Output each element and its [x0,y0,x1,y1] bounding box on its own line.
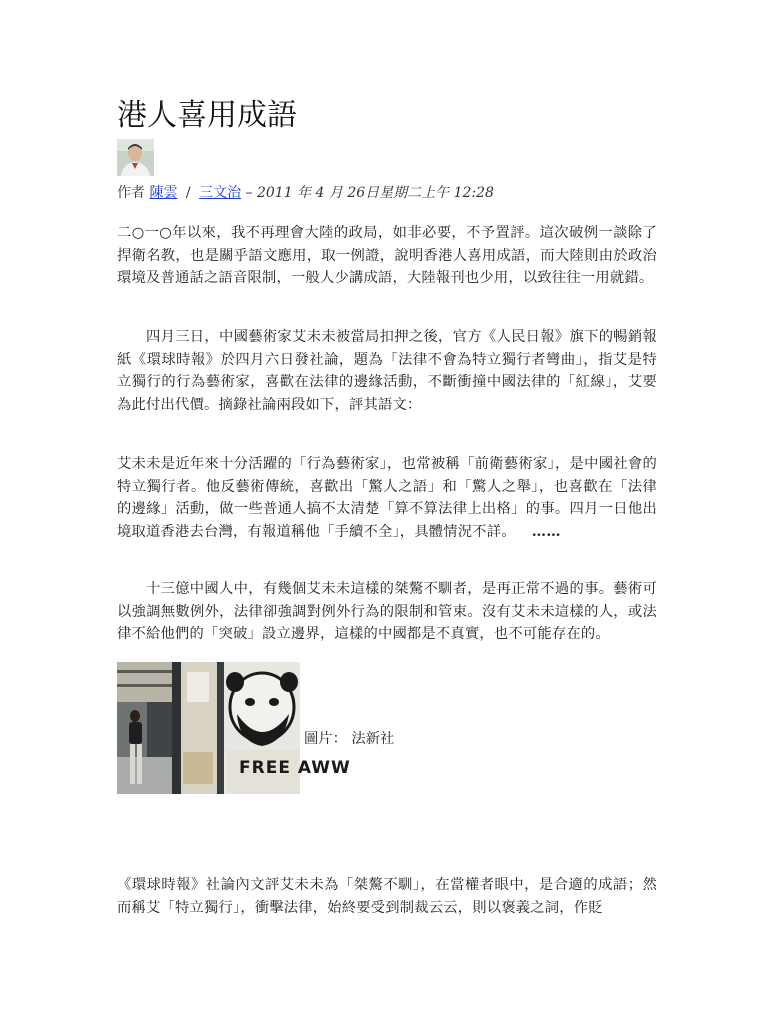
paragraph-background: 四月三日，中國藝術家艾未未被當局扣押之後，官方《人民日報》旗下的暢銷報紙《環球時報》於四月六日發社論，題為「法律不會為特立獨行者彎曲」，指艾是特立獨行的行為藝術家，喜歡在法律的邊緣活動，不斷衝撞中國法律的「紅線」，艾要為此付出代價。摘錄社論兩段如下，評其語文： [117,329,657,413]
paragraph-analysis: 《環球時報》社論內文評艾未未為「桀驁不馴」，在當權者眼中，是合適的成語；然而稱艾「特立獨行」，衝擊法律，始終要受到制裁云云，則以褒義之詞，作貶 [117,877,657,916]
graffiti-text: FREE AWW [239,758,351,778]
author-prefix: 作者 [117,185,145,201]
quote-ellipsis: …… [531,523,561,540]
article-title: 港人喜用成語 [117,98,297,133]
category-link[interactable]: 三文治 [199,185,242,201]
quoted-editorial-2: 十三億中國人中，有幾個艾未未這樣的桀驁不馴者，是再正常不過的事。藝術可以強調無數例外，法律卻強調對例外行為的限制和管束。沒有艾未未這樣的人，或法律不給他們的「突破」設立邊界，這樣的中國都是不真實，也不可能存在的。 [117,581,657,642]
publish-date: 2011 年 4 月 26日星期二上午 12:28 [256,185,494,201]
quoted-editorial-1-text: 艾未未是近年來十分活躍的「行為藝術家」，也常被稱「前衛藝術家」，是中國社會的特立獨行者。他反藝術傳統，喜歡出「驚人之語」和「驚人之舉」，也喜歡在「法律的邊緣」活動，做一些普通人搞不太清楚「算不算法律上出格」的事。四月一日他出境取道香港去台灣，有報道稱他「手續不全」，具體情況不詳。 [117,456,657,540]
meta-dash: – [245,185,253,201]
author-link[interactable]: 陳雲 [149,185,178,201]
author-avatar[interactable] [117,139,154,176]
photo-caption: 圖片： 法新社 [304,731,395,747]
quoted-editorial-1 [117,453,657,543]
meta-separator: / [185,185,191,201]
author-portrait-icon [117,139,154,176]
article-meta [117,182,494,204]
paragraph-intro: 二○一○年以來，我不再理會大陸的政局，如非必要，不予置評。這次破例一談除了捍衛名教，也是關乎語文應用，取一例證，說明香港人喜用成語，而大陸則由於政治環境及普通話之語音限制，一般人少講成語，大陸報刊也少用，以致往往一用就錯。 [117,225,657,286]
